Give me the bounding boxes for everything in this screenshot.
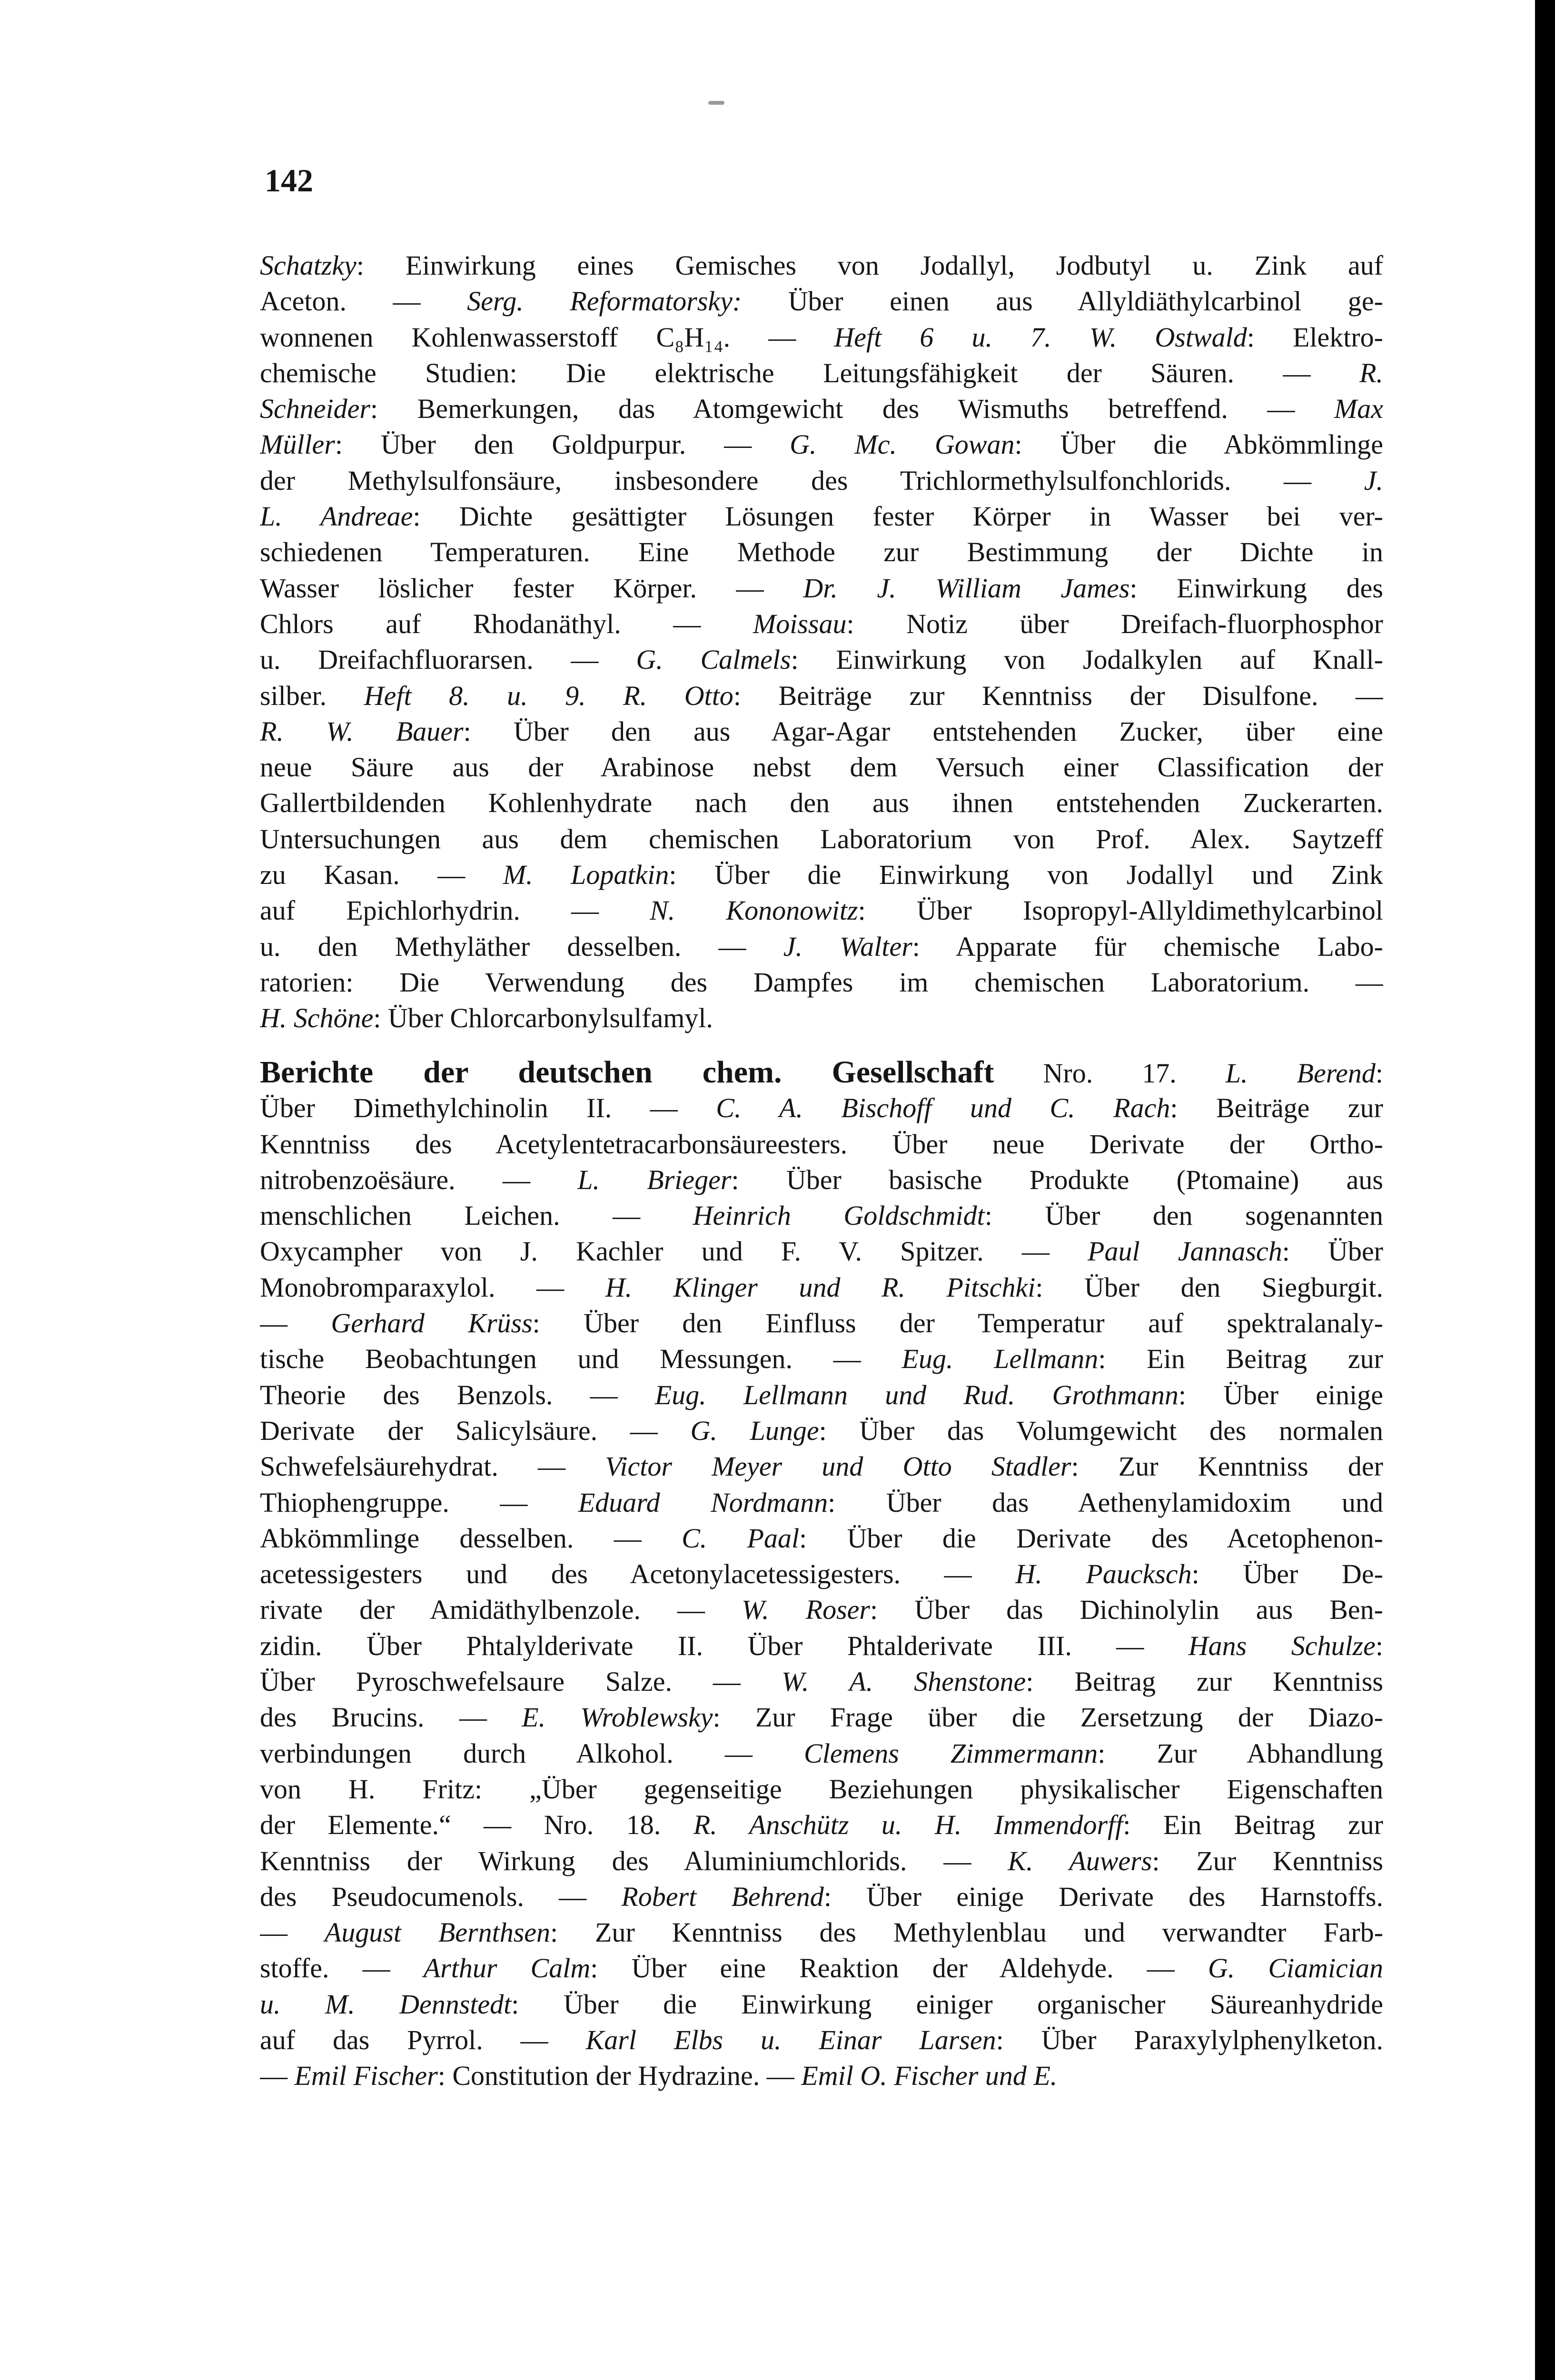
author-name: H. Klinger und R. Pitschki [605,1271,1036,1303]
text-line [260,1628,1383,1664]
line-text: : Ein Beitrag zur [1123,1809,1383,1841]
line-text: der Methylsulfonsäure, insbesondere des Trichlormethylsulfonchlorids. — [260,465,1364,496]
text-line [260,892,1383,928]
author-name: u. M. Dennstedt [260,1988,512,2020]
line-text: : Über basische Produkte (Ptomaine) aus [731,1164,1383,1195]
text-line [260,1699,1383,1735]
author-name: W. Roser [742,1594,870,1626]
line-text: : Über einige [1178,1379,1383,1410]
author-name: Clemens Zimmermann [804,1737,1098,1769]
line-text: : Über das Volumgewicht des normalen [819,1415,1383,1446]
line-text: : Über den aus Agar-Agar entstehenden Zucker, über eine [463,715,1383,747]
line-text: silber. [260,680,364,711]
text-line [260,2058,1383,2093]
line-text: : Über Chlorcarbonylsulfamyl. [373,1002,713,1034]
line-text: Schwefelsäurehydrat. — [260,1451,605,1482]
text-line [260,1233,1383,1269]
text-line [260,1950,1383,1986]
text-line [260,821,1383,857]
text-line [260,1520,1383,1556]
author-name: Eug. Lellmann und Rud. Grothmann [654,1379,1179,1410]
line-text: — [260,2060,295,2092]
text-line [260,1448,1383,1484]
author-name: L. Brieger [577,1164,732,1195]
line-text: : Ein Beitrag zur [1098,1343,1383,1375]
text-line [260,1305,1383,1341]
line-text: : Zur Kenntniss des Methylenblau und verwandter Farb- [550,1917,1383,1948]
line-text: : Bemerkungen, das Atomgewicht des Wismuths betreffend. — [370,393,1334,425]
text-line [260,714,1383,749]
author-name: Arthur Calm [423,1953,591,1984]
line-text: Untersuchungen aus dem chemischen Laboratorium von Prof. Alex. Saytzeff [260,823,1383,854]
line-text: : Einwirkung eines Gemisches von Jodallyl, Jodbutyl u. Zink auf [356,250,1383,281]
author-name: Karl Elbs u. Einar Larsen [585,2024,996,2056]
scan-speck [708,101,724,105]
author-name: Müller [260,429,335,460]
line-text: : Zur Abhandlung [1098,1737,1383,1769]
line-text: : Zur Frage über die Zersetzung der Diazo- [713,1702,1383,1733]
text-line [260,463,1383,498]
line-text: Nro. 17. [994,1058,1226,1089]
line-text: : Beiträge zur [1170,1092,1383,1124]
text-line [260,534,1383,570]
line-text: : Über die Abkömmlinge [1014,429,1383,460]
text-line [260,498,1383,534]
line-text: : Über den Goldpurpur. — [335,429,790,460]
text-line [260,964,1383,1000]
line-text: auf Epichlorhydrin. — [260,895,650,926]
author-name: G. Ciamician [1208,1953,1383,1984]
text-line [260,1377,1383,1413]
line-text: : Über die Derivate des Acetophenon- [799,1522,1383,1554]
line-text: : Über [1282,1236,1383,1267]
text-line [260,749,1383,785]
text-line [260,1807,1383,1843]
line-text: : Über eine Reaktion der Aldehyde. — [590,1953,1208,1984]
text-line [260,1090,1383,1126]
author-name: L. Andreae [260,501,413,532]
line-text: : Zur Kenntniss der [1071,1451,1383,1482]
line-text: Gallertbildenden Kohlenhydrate nach den aus ihnen entstehenden Zuckerarten. [260,787,1383,819]
line-text: zu Kasan. — [260,859,503,891]
line-text: Kenntniss der Wirkung des Aluminiumchlorids. — [260,1845,1008,1876]
line-text: : Apparate für chemische Labo- [912,931,1383,962]
line-text: Theorie des Benzols. — [260,1379,655,1410]
text-line [260,1054,1383,1090]
author-name: R. Anschütz u. H. Immendorff [693,1809,1123,1841]
line-text: verbindungen durch Alkohol. — [260,1737,804,1769]
line-text: der Elemente.“ — Nro. 18. [260,1809,693,1841]
text-line [260,857,1383,892]
author-name: R. [1359,357,1383,388]
text-line [260,391,1383,426]
line-text: : [1375,1058,1383,1089]
author-name: G. Lunge [690,1415,819,1446]
text-line [260,1162,1383,1198]
line-text: : Elektro- [1247,321,1383,353]
line-text: Monobromparaxylol. — [260,1271,605,1303]
line-text: stoffe. — [260,1953,424,1984]
line-text: acetessigesters und des Acetonylacetessigesters. — [260,1558,1016,1590]
line-text: : Zur Kenntniss [1152,1845,1383,1876]
line-text: schiedenen Temperaturen. Eine Methode zur Bestimmung der Dichte in [260,536,1383,568]
page-number: 142 [265,162,313,198]
line-text: : Über Paraxylylphenylketon. [996,2024,1383,2056]
text-line [260,319,1383,355]
text-line [260,1735,1383,1771]
text-line [260,1914,1383,1950]
line-text: : Über Isopropyl-Allyldimethylcarbinol [858,895,1383,926]
line-text: : Über das Dichinolylin aus Ben- [870,1594,1383,1626]
text-line [260,1198,1383,1233]
author-name: R. W. Bauer [260,715,464,747]
line-text: : Constitution der Hydrazine. — [437,2060,802,2092]
author-name: C. Paal [682,1522,800,1554]
text-line [260,570,1383,606]
line-text: wonnenen Kohlenwasserstoff C₈H₁₄. — [260,321,834,353]
author-name: August Bernthsen [324,1917,551,1948]
text-line [260,1879,1383,1914]
text-line [260,1126,1383,1162]
text-line [260,248,1383,283]
text-line [260,1664,1383,1699]
line-text: : Über einige Derivate des Harnstoffs. [823,1881,1383,1912]
text-line [260,785,1383,821]
line-text: menschlichen Leichen. — [260,1200,693,1231]
line-text: : Über den Einfluss der Temperatur auf spektralanaly- [532,1308,1383,1339]
line-text: Thiophengruppe. — [260,1487,578,1518]
text-line [260,1843,1383,1879]
line-text: : Über den Siegburgit. [1035,1271,1383,1303]
author-name: Victor Meyer und Otto Stadler [605,1451,1071,1482]
line-text: : Beiträge zur Kenntniss der Disulfone. — [733,680,1383,711]
line-text: neue Säure aus der Arabinose nebst dem Versuch einer Classification der [260,752,1383,783]
author-name: L. Berend [1225,1058,1376,1089]
text-line [260,1771,1383,1807]
line-text: zidin. Über Phtalylderivate II. Über Phtalderivate III. — [260,1630,1189,1661]
line-text: Oxycampher von J. Kachler und F. V. Spitzer. — [260,1236,1088,1267]
line-text: : [1375,1630,1383,1661]
text-line [260,1413,1383,1448]
line-text: chemische Studien: Die elektrische Leitungsfähigkeit der Säuren. — [260,357,1360,388]
line-text: Abkömmlinge desselben. — [260,1522,682,1554]
line-text: auf das Pyrrol. — [260,2024,586,2056]
line-text: ratorien: Die Verwendung des Dampfes im chemischen Laboratorium. — [260,966,1383,998]
author-name: Dr. J. William James [803,572,1130,604]
text-line [260,355,1383,391]
author-name: K. Auwers [1008,1845,1152,1876]
text-line [260,1000,1383,1036]
line-text: tische Beobachtungen und Messungen. — [260,1343,902,1375]
author-name: Heft 6 u. 7. W. Ostwald [834,321,1247,353]
author-name: G. Calmels [636,644,791,675]
author-name: M. Lopatkin [503,859,669,891]
author-name: E. Wroblewsky [522,1702,713,1733]
text-line [260,1986,1383,2022]
line-text: Über einen aus Allyldiäthylcarbinol ge- [742,286,1383,317]
line-text: Derivate der Salicylsäure. — [260,1415,691,1446]
line-text: Kenntniss des Acetylentetracarbonsäureesters. Über neue Derivate der Ortho- [260,1128,1383,1160]
line-text: Über Pyroschwefelsaure Salze. — [260,1666,782,1697]
line-text: : Notiz über Dreifach-fluorphosphor [846,608,1383,639]
author-name: Heinrich Goldschmidt [693,1200,985,1231]
author-name: Robert Behrend [621,1881,824,1912]
line-text: : Über die Einwirkung einiger organischer Säureanhydride [511,1988,1383,2020]
text-line [260,1269,1383,1305]
author-name: Eduard Nordmann [578,1487,828,1518]
text-line [260,426,1383,462]
scan-border [1535,0,1555,2380]
author-name: Moissau [753,608,847,639]
author-name: H. Schöne [260,1002,374,1034]
line-text: : Über die Einwirkung von Jodallyl und Zink [669,859,1383,891]
author-name: C. A. Bischoff und C. Rach [716,1092,1170,1124]
line-text: : Dichte gesättigter Lösungen fester Körper in Wasser bei ver- [413,501,1383,532]
line-text: : Über De- [1191,1558,1383,1590]
text-line [260,1485,1383,1520]
line-text: von H. Fritz: „Über gegenseitige Beziehungen physikalischer Eigenschaften [260,1773,1383,1805]
text-line [260,929,1383,964]
text-line [260,283,1383,319]
text-line [260,1341,1383,1377]
author-name: Max [1334,393,1383,425]
line-text: Aceton. — [260,286,467,317]
line-text: — [260,1917,325,1948]
author-name: Schneider [260,393,370,425]
paragraph-journal-summary-1 [260,248,1383,1036]
line-text: rivate der Amidäthylbenzole. — [260,1594,742,1626]
line-text: des Pseudocumenols. — [260,1881,622,1912]
line-text: : Über den sogenannten [984,1200,1383,1231]
line-text: des Brucins. — [260,1702,522,1733]
text-line [260,1556,1383,1592]
author-name: H. Paucksch [1015,1558,1192,1590]
author-name: Eug. Lellmann [901,1343,1099,1375]
author-name: W. A. Shenstone [781,1666,1026,1697]
author-name: Heft 8. u. 9. R. Otto [364,680,733,711]
text-line [260,642,1383,677]
text-line [260,2022,1383,2058]
author-name: G. Mc. Gowan [790,429,1015,460]
author-name: Paul Jannasch [1088,1236,1282,1267]
journal-heading: Berichte der deutschen chem. Gesellschaft [260,1055,994,1090]
line-text: u. Dreifachfluorarsen. — [260,644,636,675]
author-name: N. Kononowitz [650,895,858,926]
author-name: Schatzky [260,250,357,281]
line-text: — [260,1308,331,1339]
line-text: u. den Methyläther desselben. — [260,931,783,962]
line-text: : Einwirkung von Jodalkylen auf Knall- [791,644,1383,675]
line-text: Wasser löslicher fester Körper. — [260,572,803,604]
author-name: Hans Schulze [1188,1630,1376,1661]
author-name: Serg. Reformatorsky: [467,286,742,317]
line-text: : Beitrag zur Kenntniss [1026,1666,1383,1697]
line-text: : Über das Aethenylamidoxim und [828,1487,1383,1518]
text-line [260,606,1383,642]
text-line [260,1592,1383,1627]
author-name: J. Walter [783,931,912,962]
author-name: J. [1364,465,1383,496]
author-name: Emil Fischer [294,2060,438,2092]
line-text: Über Dimethylchinolin II. — [260,1092,716,1124]
author-name: Emil O. Fischer und E. [801,2060,1058,2092]
line-text: : Einwirkung des [1129,572,1383,604]
text-line [260,678,1383,714]
author-name: Gerhard Krüss [331,1308,533,1339]
paragraph-berichte-summary [260,1054,1383,2094]
line-text: Chlors auf Rhodanäthyl. — [260,608,753,639]
line-text: nitrobenzoësäure. — [260,1164,578,1195]
